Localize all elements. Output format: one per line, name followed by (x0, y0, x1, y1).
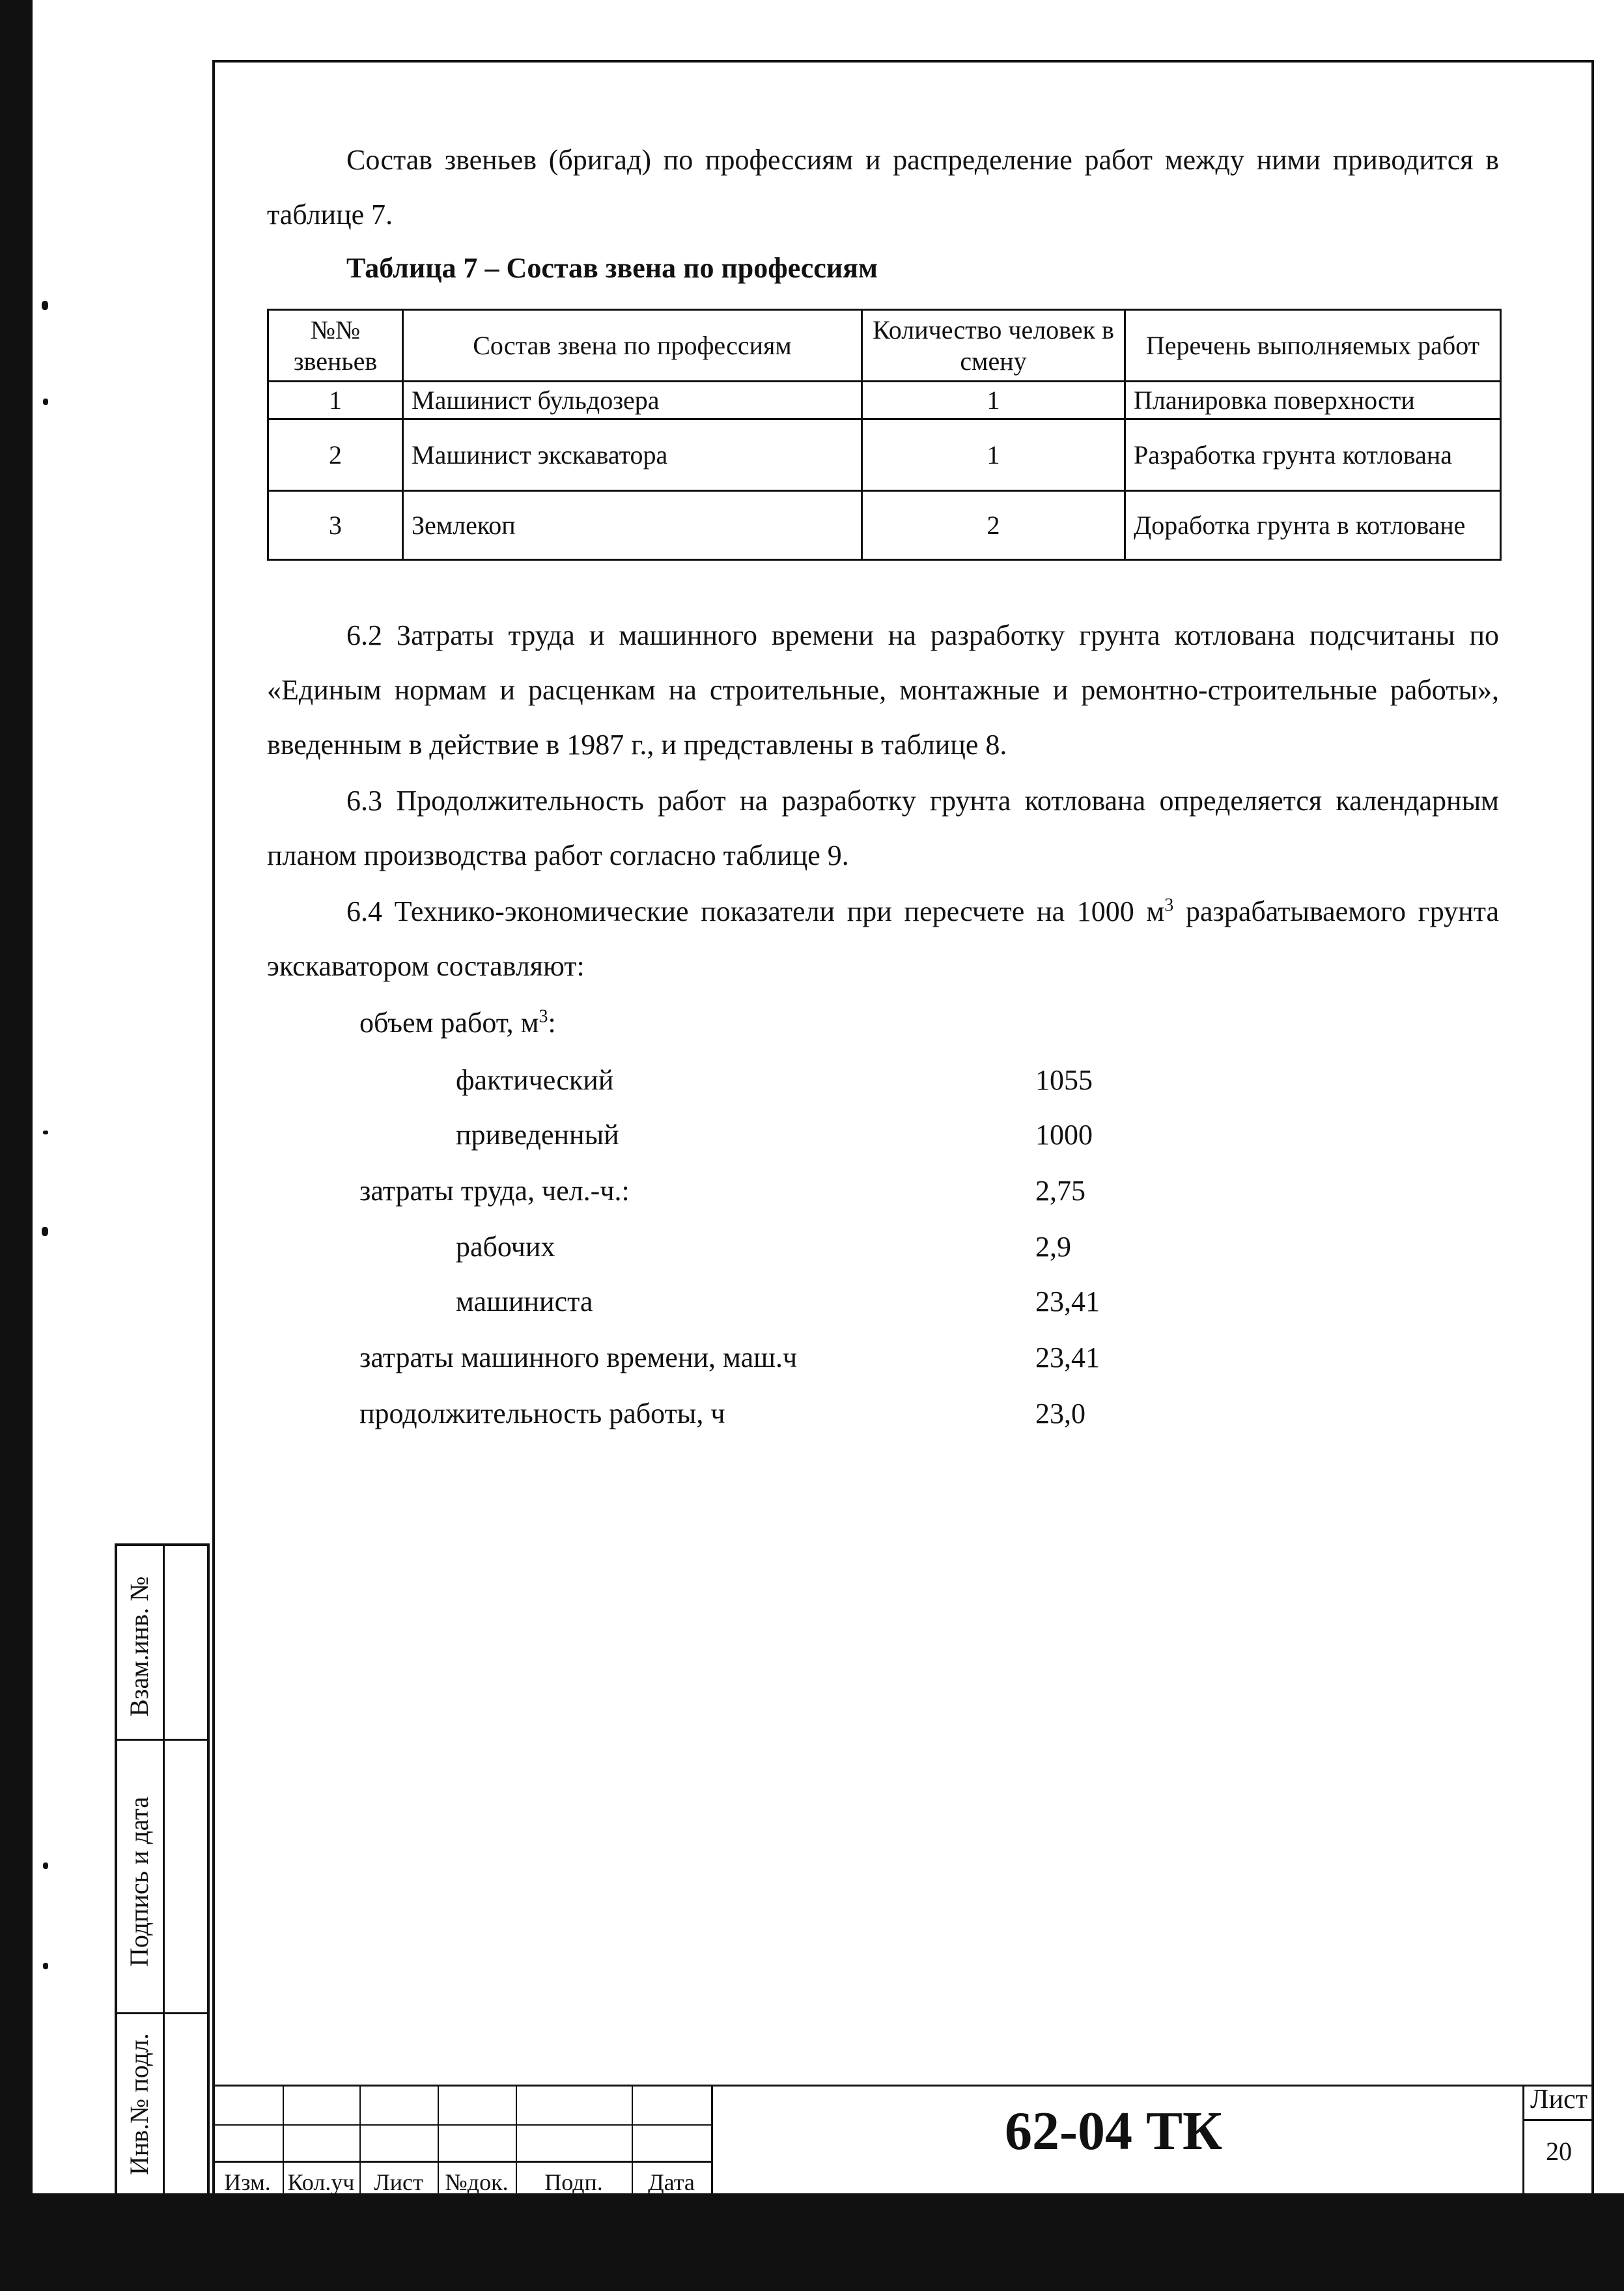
sheet-label: Лист (1530, 2085, 1588, 2115)
stamp-row-line (212, 2124, 712, 2126)
header-cell: Количество человек в смену (862, 310, 1125, 382)
table-row (268, 419, 1501, 491)
table-title: Таблица 7 – Состав звена по профессиям (346, 252, 878, 284)
sheet-number: 20 (1546, 2137, 1572, 2166)
cell-work: Разработка грунта котлована (1125, 419, 1501, 491)
stamp-label-ndok: №док. (445, 2169, 509, 2195)
stamp-label-podp: Подп. (544, 2169, 603, 2195)
indicator-label: рабочих (456, 1231, 555, 1263)
scan-speck (42, 1227, 48, 1236)
stamp-label-kol-uch: Кол.уч (287, 2169, 355, 2195)
paragraph-6-3: 6.3 Продолжительность работ на разработку грунта котлована определяется календарным планом производства работ согласно таблице 9. (267, 785, 1499, 871)
header-cell: Перечень выполняемых работ (1125, 310, 1501, 382)
table-row (268, 382, 1501, 419)
stamp-row-line (1522, 2119, 1594, 2121)
cell-count: 1 (862, 419, 1125, 491)
cell-count: 1 (862, 382, 1125, 419)
paragraph-6-4-text-cont: разрабатываемого грунта экскаватором составляют: (267, 895, 1499, 982)
cell-work: Планировка поверхности (1125, 382, 1501, 419)
scan-speck (43, 1131, 48, 1134)
indicator-label: затраты труда, чел.-ч.: (359, 1175, 630, 1207)
intro-paragraph: Состав звеньев (бригад) по профессиям и распределение работ между ними приводится в таблице 7. (267, 144, 1499, 231)
cell-profession: Машинист экскаватора (403, 419, 862, 491)
stamp-label-list: Лист (374, 2169, 423, 2195)
side-label-inv-orig: Инв.№ подл. (124, 2033, 154, 2175)
side-divider (163, 1546, 165, 2198)
indicator-label: машиниста (456, 1286, 593, 1317)
cell-crew-number: 1 (268, 382, 403, 419)
side-label-inv-replace: Взам.инв. № (124, 1576, 154, 1717)
crew-table (267, 309, 1502, 561)
scan-speck (43, 1963, 48, 1969)
superscript: 3 (1164, 895, 1174, 916)
paragraph-6-4-text: 6.4 Технико-экономические показатели при пересчете на 1000 м (346, 895, 1165, 927)
cell-profession: Машинист бульдозера (403, 382, 862, 419)
indicator-value: 2,9 (1035, 1231, 1071, 1263)
side-label-sign-date: Подпись и дата (124, 1796, 154, 1967)
table-header-row (268, 310, 1501, 382)
cell-profession: Землекоп (403, 491, 862, 560)
document-code: 62-04 ТК (1005, 2101, 1222, 2161)
stamp-top-line (212, 2085, 1594, 2087)
side-divider (117, 2012, 207, 2014)
volume-label-text: объем работ, м (359, 1007, 539, 1039)
indicator-value: 1055 (1035, 1064, 1093, 1096)
table-row (268, 491, 1501, 560)
header-cell: №№ звеньев (268, 310, 403, 382)
indicator-value: 1000 (1035, 1119, 1093, 1151)
scan-border-left (0, 0, 33, 2291)
cell-crew-number: 2 (268, 419, 403, 491)
cell-count: 2 (862, 491, 1125, 560)
scan-speck (43, 1862, 48, 1869)
stamp-label-data: Дата (648, 2169, 695, 2195)
indicator-label: затраты машинного времени, маш.ч (359, 1342, 798, 1373)
colon: : (548, 1007, 556, 1039)
stamp-label-izm: Изм. (224, 2169, 271, 2195)
indicator-label: продолжительность работы, ч (359, 1398, 725, 1429)
scan-border-bottom (0, 2193, 1624, 2291)
side-divider (117, 1739, 207, 1741)
indicator-value: 2,75 (1035, 1175, 1085, 1207)
stamp-row-line (212, 2161, 712, 2163)
indicator-value: 23,0 (1035, 1398, 1085, 1429)
superscript: 3 (539, 1006, 548, 1027)
scan-speck (42, 301, 48, 310)
volume-label (359, 1007, 556, 1039)
cell-work: Доработка грунта в котловане (1125, 491, 1501, 560)
header-cell: Состав звена по профессиям (403, 310, 862, 382)
paragraph-6-2: 6.2 Затраты труда и машинного времени на разработку грунта котлована подсчитаны по «Единым нормам и расценкам на строительные, монтажные и ремонтно-строительные работы», введенным в действие в 1987 г., и представлены в таблице 8. (267, 619, 1499, 761)
indicator-label: приведенный (456, 1119, 619, 1151)
indicator-value: 23,41 (1035, 1342, 1100, 1373)
indicator-value: 23,41 (1035, 1286, 1100, 1317)
scan-speck (43, 399, 48, 405)
cell-crew-number: 3 (268, 491, 403, 560)
paragraph-6-4 (267, 884, 1499, 994)
indicator-label: фактический (456, 1064, 614, 1096)
